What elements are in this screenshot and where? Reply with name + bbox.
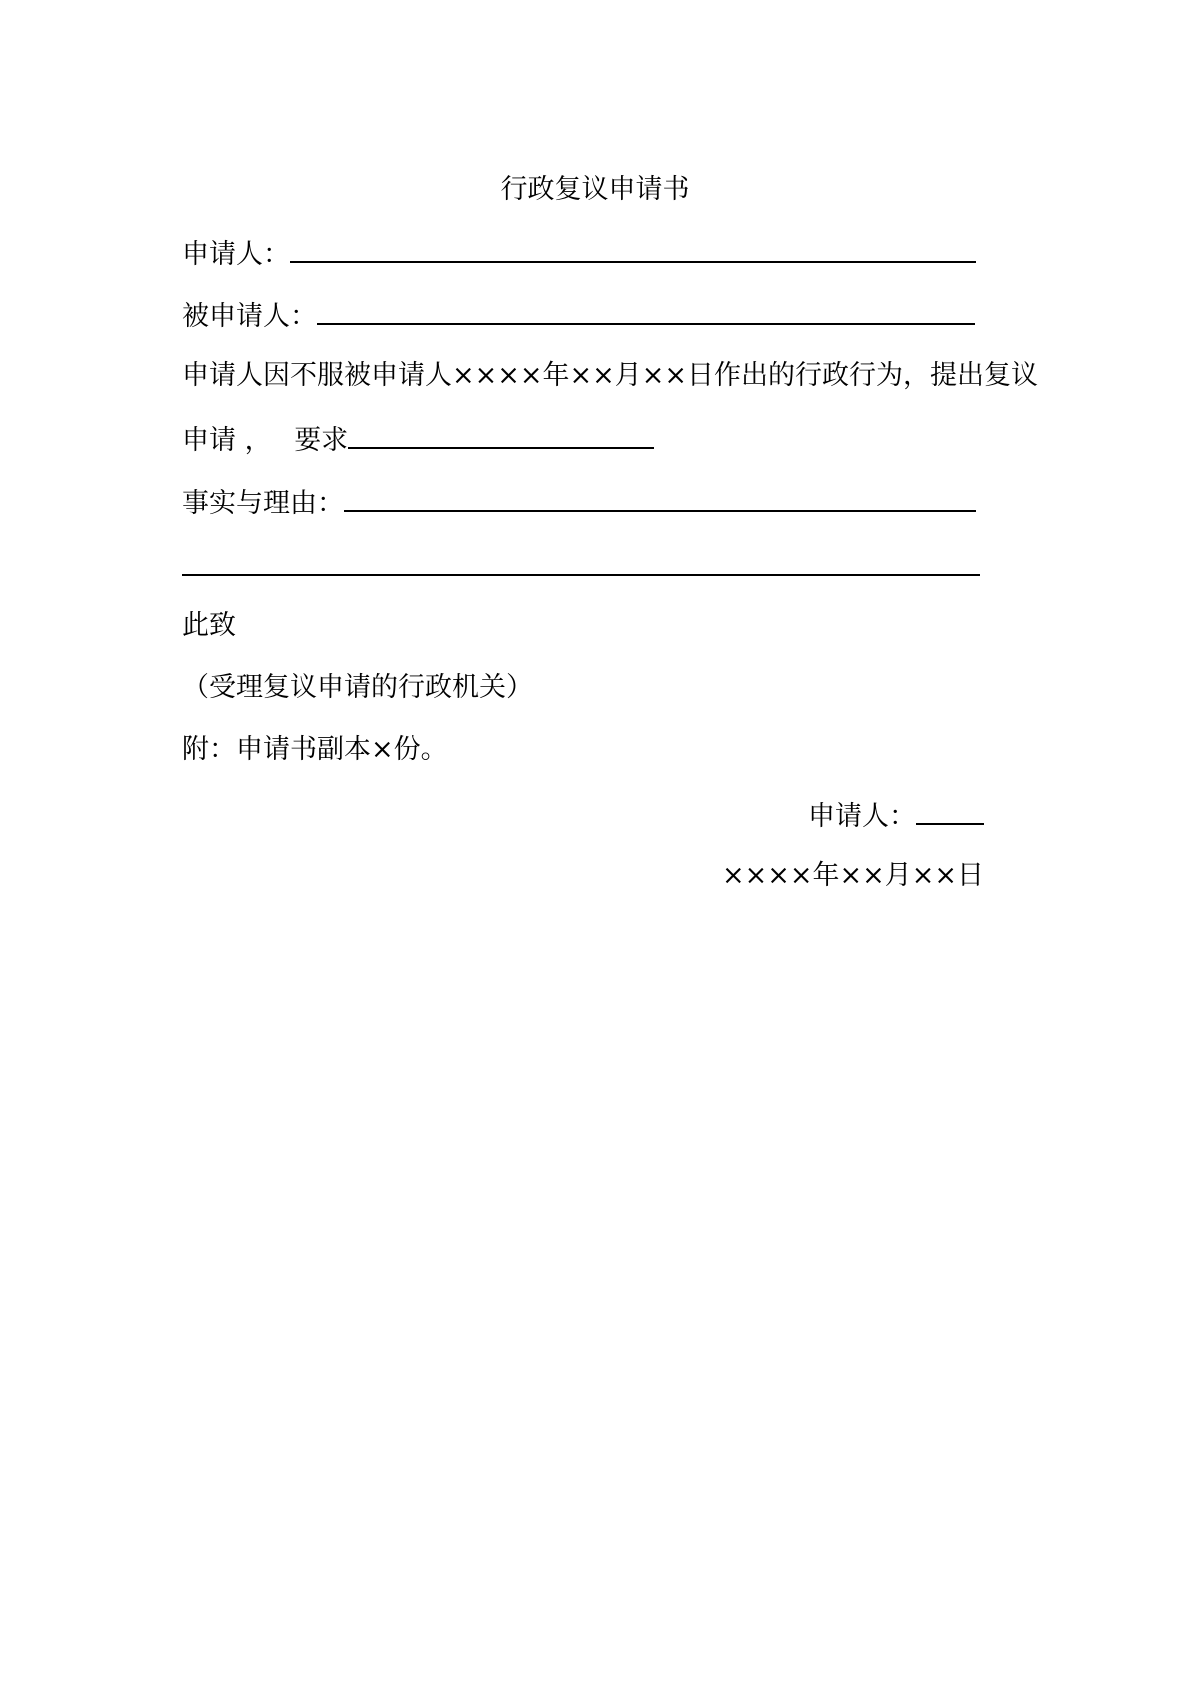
applicant-line <box>182 234 976 270</box>
facts-label: 事实与理由： <box>182 488 344 519</box>
applicant-blank[interactable] <box>290 234 976 263</box>
facts-line <box>182 483 976 519</box>
statement-line-2 <box>182 420 654 456</box>
respondent-blank[interactable] <box>317 296 975 325</box>
attachment-note: 附：申请书副本×份。 <box>182 734 448 765</box>
statement-line-1: 申请人因不服被申请人××××年××月××日作出的行政行为，提出复议 <box>182 360 1038 391</box>
signature-date: ××××年××月××日 <box>722 860 984 891</box>
recipient: （受理复议申请的行政机关） <box>182 672 533 703</box>
signature-label: 申请人： <box>808 801 916 832</box>
signature-blank[interactable] <box>916 796 984 825</box>
document-title: 行政复议申请书 <box>500 174 690 205</box>
request-blank[interactable] <box>348 420 654 449</box>
respondent-label: 被申请人： <box>182 301 317 332</box>
request-label: 要求 <box>294 425 349 456</box>
applicant-label: 申请人： <box>182 239 290 270</box>
respondent-line <box>182 296 975 332</box>
facts-blank[interactable] <box>344 483 976 512</box>
facts-continuation-blank[interactable] <box>182 574 980 576</box>
statement-line-2-prefix: 申请 ， <box>182 425 272 456</box>
signature-line <box>808 796 984 832</box>
salutation: 此致 <box>182 610 236 641</box>
